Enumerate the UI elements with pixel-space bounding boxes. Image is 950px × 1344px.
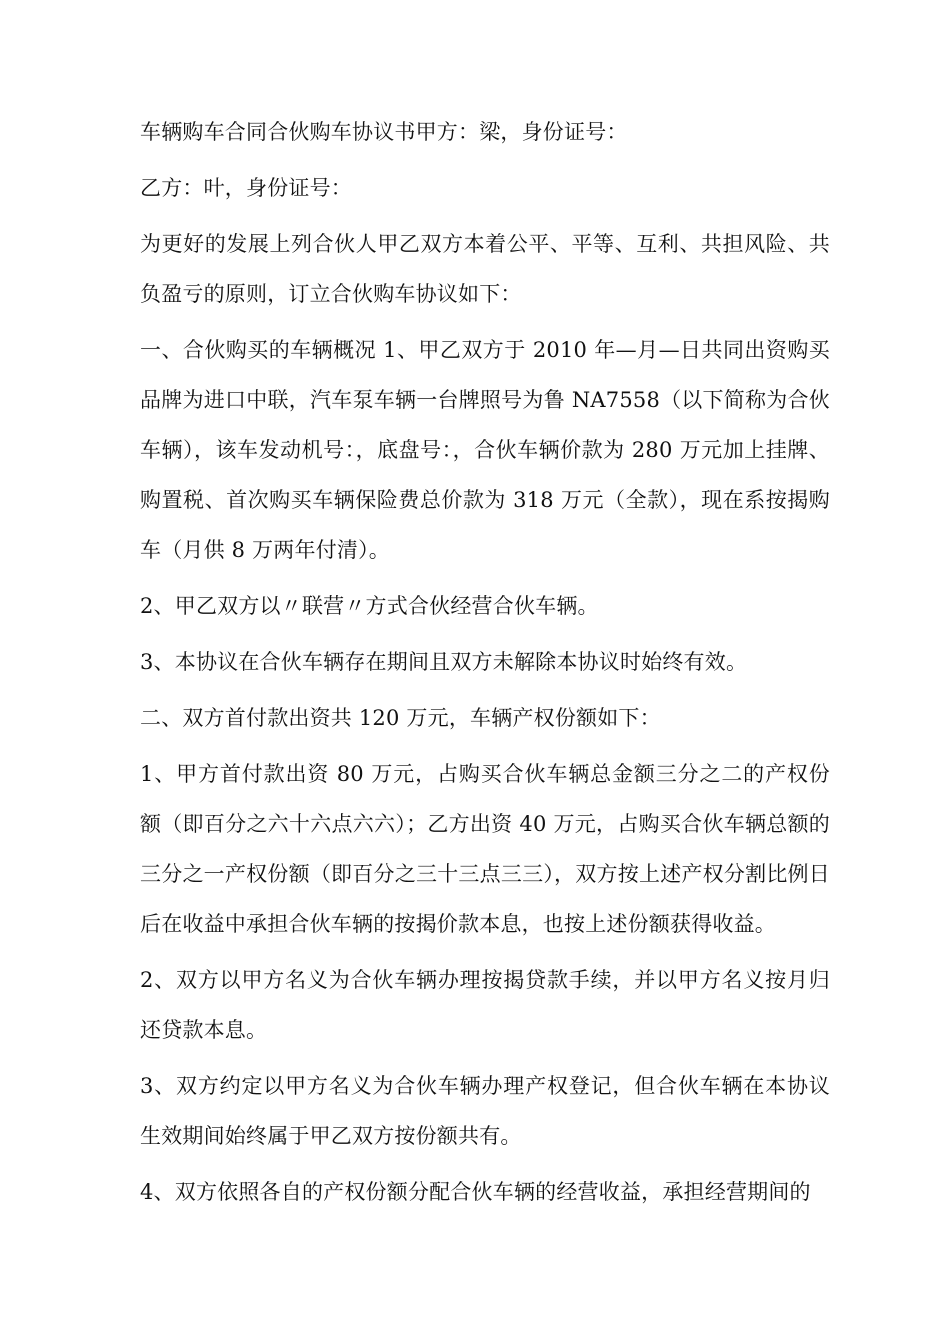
paragraph-title: 车辆购车合同合伙购车协议书甲方：梁，身份证号： xyxy=(140,120,628,144)
paragraph-profit-sharing: 4、双方依照各自的产权份额分配合伙车辆的经营收益，承担经营期间的 xyxy=(140,1180,811,1204)
paragraph-registration: 3、双方约定以甲方名义为合伙车辆办理产权登记，但合伙车辆在本协议生效期间始终属于甲乙双方按份额共有。 xyxy=(140,1074,830,1148)
paragraph-mortgage: 2、双方以甲方名义为合伙车辆办理按揭贷款手续，并以甲方名义按月归还贷款本息。 xyxy=(140,968,830,1042)
paragraph-down-payment: 二、双方首付款出资共 120 万元，车辆产权份额如下： xyxy=(140,706,661,730)
paragraph-ownership-shares: 1、甲方首付款出资 80 万元，占购买合伙车辆总金额三分之二的产权份额（即百分之六十六点六六）；乙方出资 40 万元，占购买合伙车辆总额的三分之一产权份额（即百分之三十三点三三），双方按上述产权分割比例日后在收益中承担合伙车辆的按揭价款本息，也按上述份额获得收益。 xyxy=(140,762,830,936)
paragraph-preamble: 为更好的发展上列合伙人甲乙双方本着公平、平等、互利、共担风险、共负盈亏的原则，订立合伙购车协议如下： xyxy=(140,232,830,306)
paragraph-party-b: 乙方：叶，身份证号： xyxy=(140,176,352,200)
paragraph-joint-operation: 2、甲乙双方以〃联营〃方式合伙经营合伙车辆。 xyxy=(140,594,599,618)
document-body xyxy=(140,107,830,1217)
paragraph-validity: 3、本协议在合伙车辆存在期间且双方未解除本协议时始终有效。 xyxy=(140,650,748,674)
paragraph-vehicle-overview: 一、合伙购买的车辆概况 1、甲乙双方于 2010 年—月—日共同出资购买品牌为进口中联，汽车泵车辆一台牌照号为鲁 NA7558（以下简称为合伙车辆），该车发动机号：，底盘号：，合伙车辆价款为 280 万元加上挂牌、购置税、首次购买车辆保险费总价款为 318 万元（全款），现在系按揭购车（月供 8 万两年付清）。 xyxy=(140,338,830,562)
